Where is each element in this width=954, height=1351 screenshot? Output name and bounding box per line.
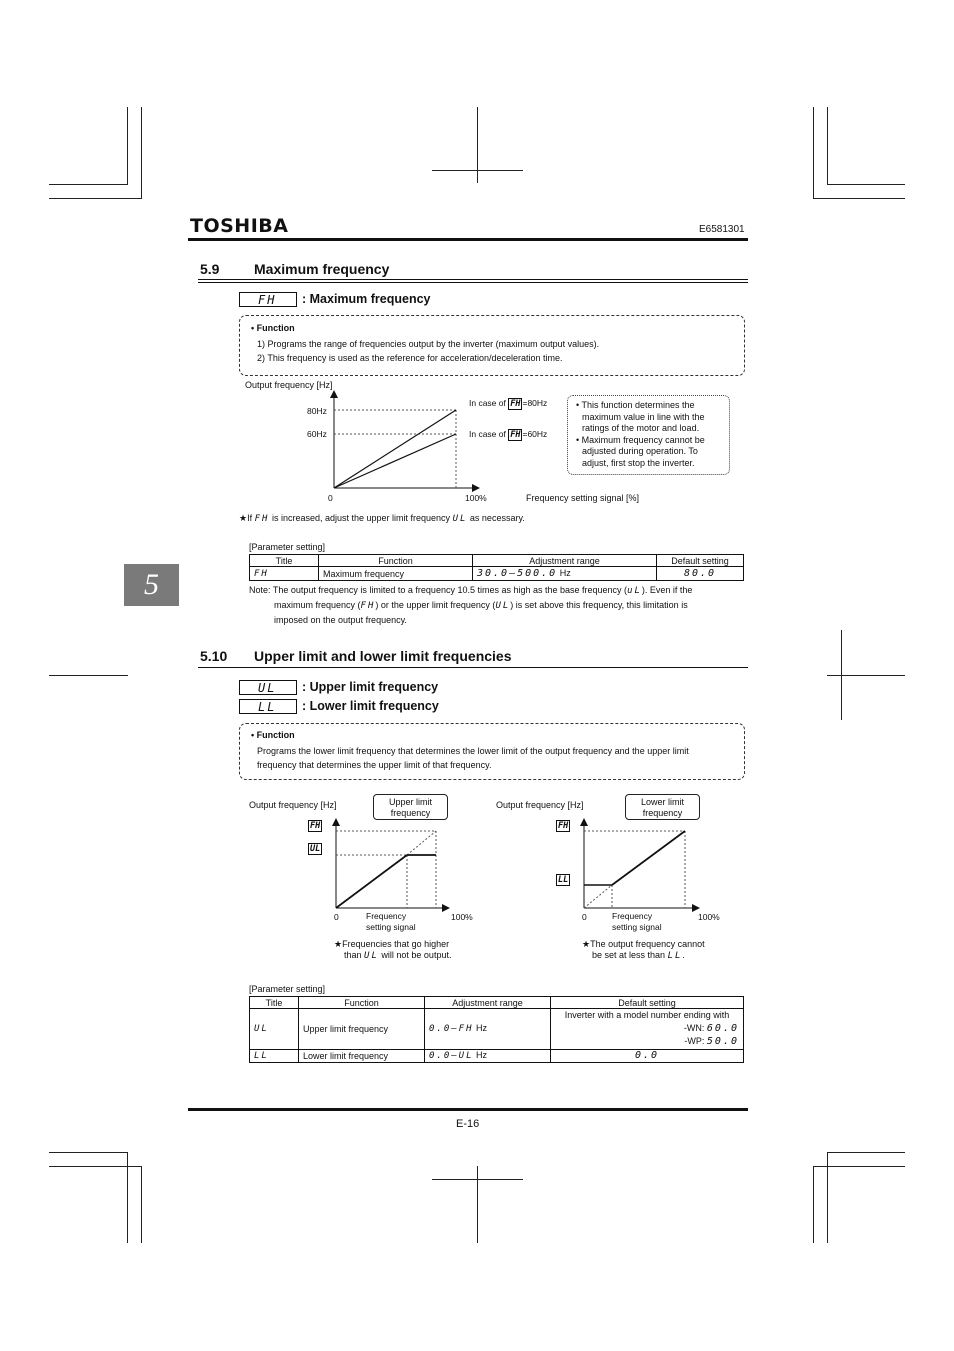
graph-note-line xyxy=(582,950,705,962)
ul-code: UL xyxy=(452,514,468,524)
brand-logo: TOSHIBA xyxy=(190,215,289,237)
star-note-suffix: as necessary. xyxy=(469,513,525,523)
ul-code: uL xyxy=(627,586,642,596)
param-label: : Upper limit frequency xyxy=(302,680,439,694)
default-label: -WP: xyxy=(684,1036,705,1046)
info-line: adjusted during operation. To xyxy=(582,446,698,456)
y-axis-label: Output frequency [Hz] xyxy=(249,800,337,810)
note-text: Note: The output frequency is limited to a frequency 10.5 times as high as the base frequency ( xyxy=(249,585,628,595)
star-note-prefix: ★If xyxy=(239,513,253,523)
callout-line: frequency xyxy=(642,808,683,818)
note-text: maximum frequency ( xyxy=(274,600,361,610)
info-line: • This function determines the xyxy=(576,400,695,410)
table-cell-function: Lower limit frequency xyxy=(299,1049,425,1062)
table-cell-default xyxy=(551,1009,744,1050)
default-value: 60.0 xyxy=(706,1022,739,1034)
fh-code: FH xyxy=(254,514,270,524)
param-code-box: FH xyxy=(239,292,297,307)
info-line: adjust, first stop the inverter. xyxy=(582,457,695,468)
x-tick-label: 0 xyxy=(582,912,587,922)
default-line xyxy=(555,1035,739,1049)
table-cell-title: FH xyxy=(250,567,319,581)
info-line: • Maximum frequency cannot be xyxy=(576,434,705,445)
param-setting-label: [Parameter setting] xyxy=(249,984,326,994)
table-header: Adjustment range xyxy=(425,997,551,1009)
range-unit: Hz xyxy=(476,1023,488,1034)
parameter-table xyxy=(249,996,744,1063)
x-tick-label: 100% xyxy=(698,912,720,922)
table-header: Function xyxy=(299,997,425,1009)
graph-note-text: be set at less than xyxy=(592,950,666,960)
x-axis-label-line: Frequency xyxy=(366,911,407,921)
fh-code-icon: FH xyxy=(510,430,521,440)
param-code-box: UL xyxy=(239,680,297,695)
fh-code-icon: FH xyxy=(510,399,521,409)
range-code: 0.0–FH xyxy=(429,1024,474,1035)
info-line: maximum value in line with the xyxy=(582,411,705,422)
function-line: frequency that determines the upper limit of that frequency. xyxy=(257,760,492,770)
x-tick-label: 100% xyxy=(465,493,487,503)
case-prefix: In case of xyxy=(469,398,506,408)
ul-code-icon: UL xyxy=(310,844,321,854)
ll-code: LL xyxy=(667,951,683,961)
param-label: : Maximum frequency xyxy=(302,292,431,306)
param-label: : Lower limit frequency xyxy=(302,699,439,713)
table-header: Function xyxy=(319,555,473,567)
range-code: 30.0–500.0 xyxy=(477,568,558,579)
x-axis-label: Frequency setting signal [%] xyxy=(526,493,640,503)
section-number: 5.9 xyxy=(200,261,220,277)
function-line: 2) This frequency is used as the reference for acceleration/deceleration time. xyxy=(257,353,563,363)
x-tick-label: 0 xyxy=(328,493,333,503)
table-row xyxy=(250,1049,744,1062)
callout-line: Upper limit xyxy=(388,797,432,807)
graph-note xyxy=(582,939,705,962)
fh-code-icon: FH xyxy=(558,821,569,831)
star-note-text: is increased, adjust the upper limit frequency xyxy=(271,513,451,523)
ul-code: UL xyxy=(495,601,511,611)
default-line xyxy=(555,1022,739,1036)
default-label: -WN: xyxy=(683,1022,705,1033)
graph-note-line: ★Frequencies that go higher xyxy=(334,939,450,949)
y-axis-label: Output frequency [Hz] xyxy=(496,800,584,810)
table-cell-range xyxy=(425,1049,551,1062)
param-code-box: LL xyxy=(239,699,297,714)
note-line: imposed on the output frequency. xyxy=(274,615,407,625)
table-cell-function: Maximum frequency xyxy=(319,567,473,581)
section-title: Maximum frequency xyxy=(254,261,390,277)
page-number: E-16 xyxy=(456,1118,480,1130)
note-text: ). Even if the xyxy=(641,585,693,595)
table-cell-function: Upper limit frequency xyxy=(299,1009,425,1050)
table-row xyxy=(250,1009,744,1050)
table-cell-title: UL xyxy=(250,1009,299,1050)
function-heading: • Function xyxy=(251,730,295,740)
fh-code-icon: FH xyxy=(310,821,321,831)
function-line: Programs the lower limit frequency that determines the lower limit of the output frequency and the upper limit xyxy=(257,746,689,756)
case-value: =80Hz xyxy=(522,398,548,408)
case-prefix: In case of xyxy=(469,429,506,439)
graph-note-text: will not be output. xyxy=(381,950,452,960)
graph-note-text: . xyxy=(682,950,685,960)
function-heading: • Function xyxy=(251,323,295,333)
ul-code: UL xyxy=(364,951,379,961)
table-header: Title xyxy=(250,555,319,567)
section-number: 5.10 xyxy=(200,648,228,664)
section-title: Upper limit and lower limit frequencies xyxy=(254,648,512,664)
default-value: 50.0 xyxy=(706,1036,739,1047)
param-setting-label: [Parameter setting] xyxy=(249,542,326,552)
callout-line: Lower limit xyxy=(640,797,684,807)
note-text: ) is set above this frequency, this limitation is xyxy=(510,600,688,610)
table-header: Default setting xyxy=(657,555,744,567)
x-axis-label-line: setting signal xyxy=(612,922,662,932)
table-header: Adjustment range xyxy=(473,555,657,567)
document-number: E6581301 xyxy=(699,224,745,235)
info-line: ratings of the motor and load. xyxy=(582,423,700,433)
y-tick-label: 80Hz xyxy=(307,406,327,416)
graph-note-line: ★The output frequency cannot xyxy=(582,939,705,949)
x-axis-label xyxy=(612,911,662,933)
table-header: Default setting xyxy=(551,997,744,1009)
x-axis-label-line: Frequency xyxy=(612,911,653,921)
callout-line: frequency xyxy=(390,808,431,818)
table-cell-default: 80.0 xyxy=(657,567,744,581)
note-text: ) or the upper limit frequency ( xyxy=(375,600,496,610)
range-unit: Hz xyxy=(476,1050,488,1060)
table-cell-default: 0.0 xyxy=(551,1049,744,1062)
graph-note-text: than xyxy=(344,950,362,960)
chapter-tab: 5 xyxy=(124,564,179,606)
table-cell-title: LL xyxy=(250,1049,299,1062)
case-value: =60Hz xyxy=(522,429,548,439)
default-line: Inverter with a model number ending with xyxy=(564,1010,730,1020)
function-line: 1) Programs the range of frequencies output by the inverter (maximum output values). xyxy=(257,339,600,349)
ll-code-icon: LL xyxy=(558,875,569,885)
y-axis-label: Output frequency [Hz] xyxy=(245,380,333,390)
range-unit: Hz xyxy=(559,568,571,578)
table-cell-range xyxy=(425,1009,551,1050)
fh-code: FH xyxy=(360,601,376,611)
table-header: Title xyxy=(250,997,299,1009)
range-code: 0.0–UL xyxy=(429,1051,474,1061)
footer-rule xyxy=(188,1108,748,1111)
x-axis-label-line: setting signal xyxy=(366,922,416,932)
x-tick-label: 100% xyxy=(451,912,473,922)
x-tick-label: 0 xyxy=(334,912,339,922)
y-tick-label: 60Hz xyxy=(307,429,327,439)
